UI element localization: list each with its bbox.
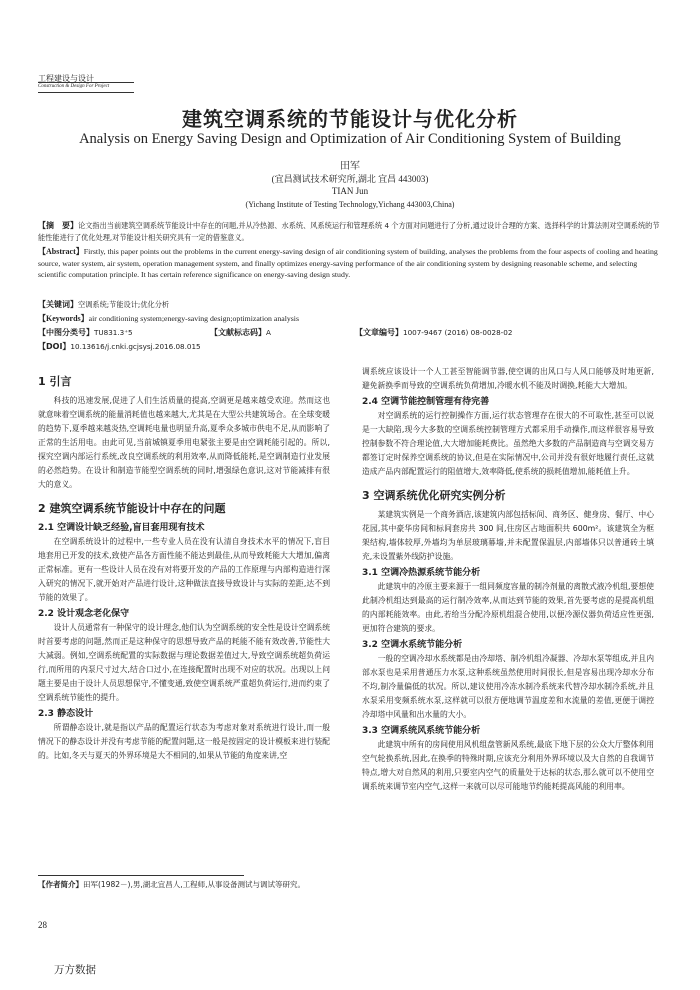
section-2-2-title: 2.2 设计观念老化保守 <box>38 609 130 619</box>
doc-code-line <box>210 327 370 339</box>
section-2-3-paragraph: 所谓静态设计,就是指以产品的配置运行状态为考虑对象对系统进行设计,而一般情况下的静态设计并没有考虑节能的配置问题,这一般是按固定的设计模板来进行装配的。比如,冬天与夏天的外界环境是大不相同的,如果从节能的角度来讲,空 <box>38 723 330 760</box>
footnote-text: 田军(1982－),男,湖北宜昌人,工程师,从事设备测试与调试等研究。 <box>83 880 305 889</box>
abstract-en <box>38 246 664 281</box>
section-1-paragraph: 科技的迅速发展,促进了人们生活质量的提高,空调更是越来越受欢迎。然而这也就意味着空调系统的能量消耗值也越来越大,尤其是在大型公共建筑场合。在全球变暖的趋势下,夏季越来越炎热,空调耗电量也明显升高,夏季众多城市供电不足,从而影响了正常的生活用电。由此可见,当前城镇夏季用电紧张主要是由空调耗能引起的。所以,探究空调内部运行系统,改良空调系统的利用效率,从而降低能耗,是空调制造行业发展的必然趋势。在设计和制造节能型空调系统的同时,增强绿色意识,这对节能减排有很大的意义。 <box>38 396 330 489</box>
keywords-en-label: 【Keywords】 <box>38 314 89 323</box>
article-no-value: 1007-9467 (2016) 08-0028-02 <box>403 328 513 337</box>
doi-label: 【DOI】 <box>38 342 71 351</box>
title-en: Analysis on Energy Saving Design and Optimization of Air Conditioning System of Building <box>79 131 621 147</box>
section-3-1-paragraph: 此建筑中的冷原主要来源于一组同频度容量的制冷剂量的离散式液冷机组,要想使此制冷机组达到最高的运行制冷效率,从而达到节能的效果,首先要考虑的是提高机组的内部耗能效率。由此,若给当分配冷原机组混合使用,以便冷源仪器负荷适应性更强,更加符合建筑的要求。 <box>362 582 654 633</box>
journal-header-zh: 工程建设与设计 <box>38 74 94 83</box>
keywords-en-text: air conditioning system;energy-saving design;optimization analysis <box>88 314 300 323</box>
doi-value: 10.13616/j.cnki.gcjsysj.2016.08.015 <box>70 342 201 351</box>
page-number: 28 <box>38 920 47 930</box>
title-zh: 建筑空调系统的节能设计与优化分析 <box>182 107 518 131</box>
clc-label: 【中图分类号】 <box>38 328 94 337</box>
footnote-rule <box>38 875 244 876</box>
affiliation-en: (Yichang Institute of Testing Technology,Yichang 443003,China) <box>245 200 455 209</box>
journal-header-en: Construction & Design For Project <box>38 84 110 89</box>
clc-value: TU831.3⁺5 <box>94 328 133 337</box>
author-en: TIAN Jun <box>331 186 369 196</box>
section-3-2-paragraph: 一般的空调冷却水系统都是由冷却塔、制冷机组冷凝器、冷却水泵等组成,并且内部水泵也是采用普通压力水泵,这种系统虽然使用时间很长,但是容易出现冷却水分布不均,制冷量偏低的状况。所以,建议使用冷冻水制冷系统来代替冷却水制冷系统,并且水泵采用变频系统水泵,这样就可以很方便地调节温度差和水流量的差值,更便于调控冷却塔中风量和出水量的大小。 <box>362 654 654 719</box>
keywords-zh-text: 空调系统;节能设计;优化分析 <box>78 300 170 309</box>
section-1-title: 1 引言 <box>38 375 72 388</box>
header-rule-bottom <box>38 92 134 93</box>
section-3-3-paragraph: 此建筑中所有的房间使用风机组盘管新风系统,最底下地下层的公众大厅整体利用空气轮换系统,因此,在换季的特殊时期,应该充分利用外界环境以及大自然的自我调节特点,增大对自然风的利用,只要室内空气的质量处于达标的状态,那么就可以不使用空调系统来调节室内空气,这样一来就可以尽可能地节约能耗提高风能的利用率。 <box>362 740 654 791</box>
continued-paragraph: 调系统应该设计一个人工甚至智能调节器,使空调的出风口与人风口能够及时地更新,避免新换季而导致的空调系统负荷增加,冷暖水机不能及时调换,耗能大大增加。 <box>362 367 654 390</box>
section-2-4-title: 2.4 空调节能控制管理有待完善 <box>362 397 490 407</box>
doi-line <box>38 341 664 353</box>
section-3-paragraph: 某建筑实例是一个商务酒店,该建筑内部包括标间、商务区、健身房、餐厅、中心花园,其中豪华房间和标间套房共 300 间,住房区占地面积共 600m²。该建筑全为框架结构,墙体较厚,外墙均为单层玻璃幕墙,并未配置保温层,内部墙体只以普通砖土填充,未设置紫外线防护设施。 <box>362 510 654 561</box>
abstract-en-label: 【Abstract】 <box>38 247 84 256</box>
section-2-4-paragraph: 对空调系统的运行控制操作方面,运行状态管理存在很大的不可取性,甚至可以说是一大缺陷,现今大多数的空调系统控制管理方式都采用手动操作,而这样很容易导致控制参数不符合理论值,大大增加能耗费比。虽然绝大多数的产品制造商与空调交易方都签订定时保养空调系统的协议,但是在实际情况中,公司并没有很好地履行责任,这就造成产品内部配置运行的阻值增大,效率降低,使系统的损耗值增加,能耗值上升。 <box>362 411 654 476</box>
abstract-zh-text: 论文指出当前建筑空调系统节能设计中存在的问题,并从冷热源、水系统、风系统运行和管理系统 4 个方面对问题进行了分析,通过设计合理的方案、选择科学的计算法则对空调系统的节能性能进行了优化处理,对节能设计相关研究具有一定的借鉴意义。 <box>38 221 660 242</box>
section-3-title: 3 空调系统优化研究实例分析 <box>362 489 506 502</box>
left-column <box>38 365 330 763</box>
section-2-1-paragraph: 在空调系统设计的过程中,一些专业人员在没有认清自身技术水平的情况下,盲目地套用已开发的技术,致使产品各方面性能不能达到最佳,从而导致耗能大大增加,偏离正常标准。更有一些设计人员在没有对将要开发的产品的工作原理与内部构造进行深入研究的情况下,就开始对产品进行设计,这种做法直接导致设计与实际的差距,达不到节能的效果了。 <box>38 537 330 602</box>
section-2-3-title: 2.3 静态设计 <box>38 709 94 719</box>
author-footnote <box>38 879 330 891</box>
header-rule <box>38 82 134 83</box>
wanfang-watermark: 万方数据 <box>54 964 96 976</box>
abstract-en-text: Firstly, this paper points out the problems in the current energy-saving design of air conditioning system of building, analyses the problems from the four aspects of cooling and heating source, water system, air system, operation management system, and finally optimizes energy-saving performance of the air conditioning system by designing reasonable scheme, and selecting scientific computation principle. It has certain reference significance on energy-saving design study. <box>38 247 658 279</box>
right-column <box>362 365 654 794</box>
keywords-en <box>38 313 664 325</box>
keywords-zh-label: 【关键词】 <box>38 300 78 309</box>
author-zh: 田军 <box>340 161 360 172</box>
keywords-zh <box>38 299 664 311</box>
doc-code-label: 【文献标志码】 <box>210 328 266 337</box>
section-2-2-paragraph: 设计人员通常有一种保守的设计理念,他们认为空调系统的安全性是设计空调系统时首要考虑的问题,然而正是这种保守的思想导致产品的耗能不能有效改善,节能性大大减弱。例如,空调系统配置的实际数据与理论数据差值过大,导致空调系统超负荷运行,而所用的内泵尺寸过大,结合口过小,在连接配置时出现不对应的状况。出现以上问题主要是由于设计人员思想保守,不懂变通,致使空调系统严重超负荷运行,进而约束了空调系统节能性的提升。 <box>38 623 330 702</box>
section-3-2-title: 3.2 空调水系统节能分析 <box>362 640 463 650</box>
section-2-1-title: 2.1 空调设计缺乏经验,盲目套用现有技术 <box>38 523 205 533</box>
section-2-title: 2 建筑空调系统节能设计中存在的问题 <box>38 502 226 515</box>
section-3-3-title: 3.3 空调系统风系统节能分析 <box>362 726 481 736</box>
footnote-label: 【作者简介】 <box>38 880 83 889</box>
abstract-zh-label: 【摘 要】 <box>38 221 78 230</box>
abstract-zh <box>38 220 664 243</box>
section-3-1-title: 3.1 空调冷热源系统节能分析 <box>362 568 481 578</box>
article-no-line <box>355 327 665 339</box>
affiliation-zh: (宜昌测试技术研究所,湖北 宜昌 443003) <box>271 174 429 184</box>
article-no-label: 【文章编号】 <box>355 328 403 337</box>
doc-code-value: A <box>266 328 271 337</box>
